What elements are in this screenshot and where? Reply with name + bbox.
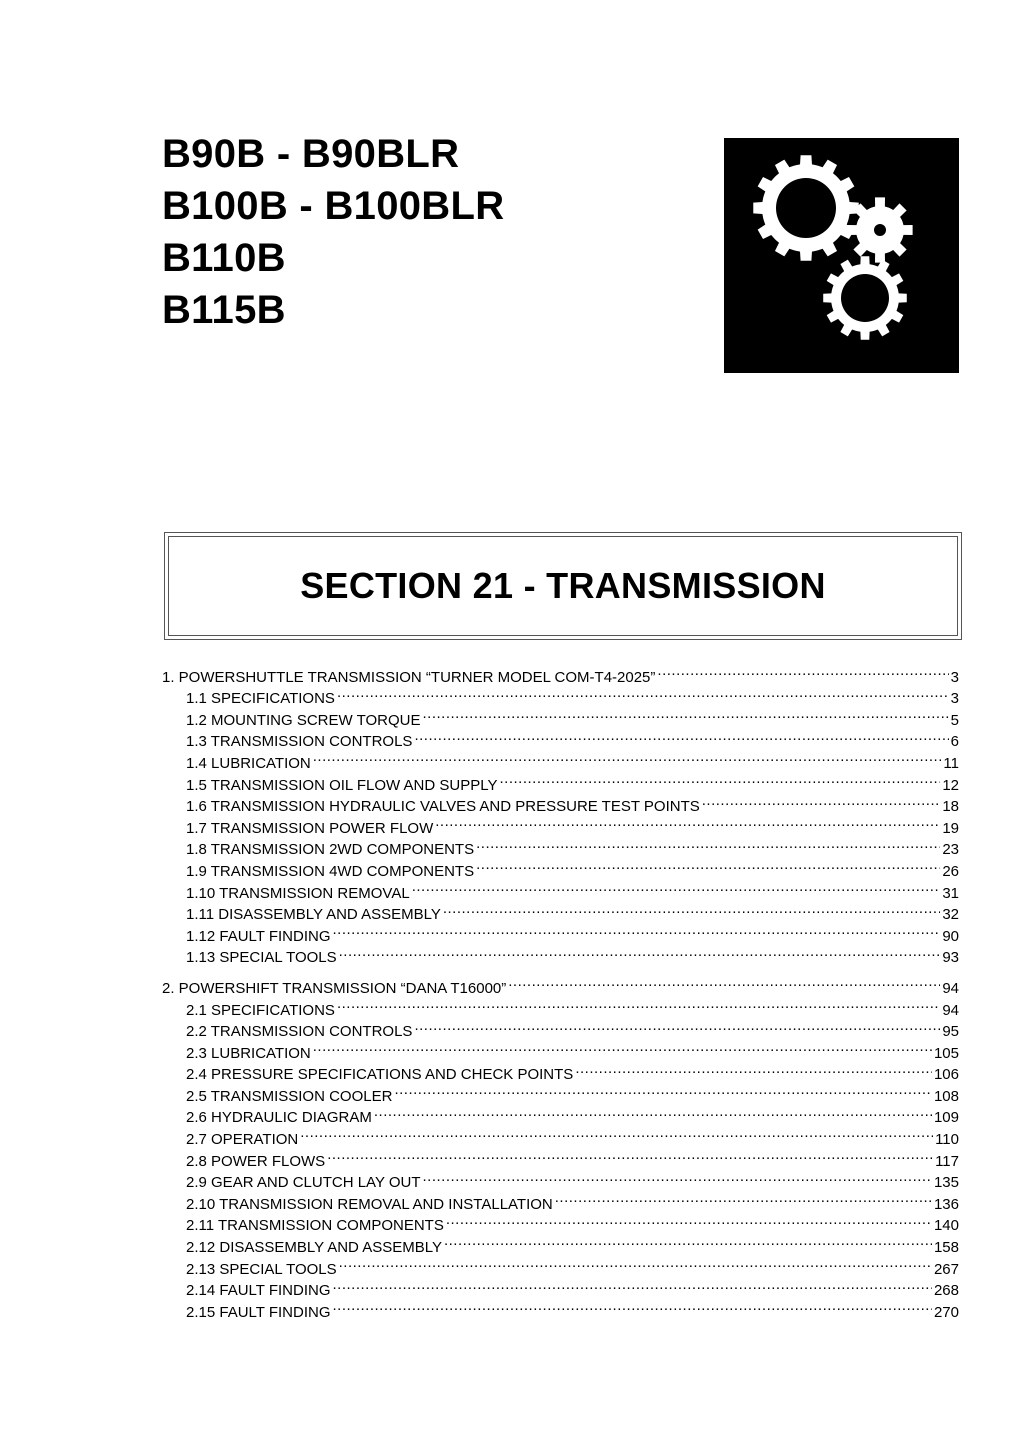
toc-page-number: 90 bbox=[942, 927, 959, 945]
toc-page-number: 105 bbox=[933, 1044, 959, 1062]
section-logo bbox=[724, 138, 959, 373]
toc-entry-title: 1.4 LUBRICATION bbox=[186, 754, 311, 772]
toc-page-number: 267 bbox=[933, 1260, 959, 1278]
toc-page-number: 135 bbox=[933, 1174, 959, 1192]
toc-page-number: 106 bbox=[933, 1066, 959, 1084]
toc-page-number: 158 bbox=[933, 1239, 959, 1257]
toc-page-number: 93 bbox=[942, 949, 959, 967]
toc-entry-title: 2.7 OPERATION bbox=[186, 1131, 299, 1149]
toc-page-number: 110 bbox=[935, 1131, 959, 1149]
toc-entry-title: 2.2 TRANSMISSION CONTROLS bbox=[186, 1023, 413, 1041]
toc-page-number: 140 bbox=[933, 1217, 959, 1235]
toc-page-number: 117 bbox=[935, 1152, 959, 1170]
toc-entry-title: 2.1 SPECIFICATIONS bbox=[186, 1001, 335, 1019]
toc-entry-title: 1.10 TRANSMISSION REMOVAL bbox=[186, 884, 410, 902]
toc-dot-leader bbox=[394, 1079, 932, 1101]
toc-dot-leader bbox=[555, 1187, 932, 1209]
toc-dot-leader bbox=[423, 1166, 932, 1188]
toc-entry-title: 1.12 FAULT FINDING bbox=[186, 927, 331, 945]
toc-page-number: 5 bbox=[950, 711, 959, 729]
toc-entry-title: 2.9 GEAR AND CLUTCH LAY OUT bbox=[186, 1174, 421, 1192]
toc-page-number: 136 bbox=[933, 1195, 959, 1213]
toc-page-number: 94 bbox=[942, 1001, 959, 1019]
toc-dot-leader bbox=[337, 682, 949, 704]
toc-page-number: 6 bbox=[950, 733, 959, 751]
toc-dot-leader bbox=[575, 1058, 932, 1080]
toc-entry-title: 1.8 TRANSMISSION 2WD COMPONENTS bbox=[186, 841, 475, 859]
toc-page-number: 26 bbox=[942, 862, 959, 880]
toc-dot-leader bbox=[313, 1036, 932, 1058]
toc-page-number: 270 bbox=[933, 1303, 959, 1321]
toc-page-number: 31 bbox=[942, 884, 959, 902]
toc-dot-leader bbox=[414, 725, 948, 747]
toc-dot-leader bbox=[414, 1015, 940, 1037]
toc-entry-title: 1.7 TRANSMISSION POWER FLOW bbox=[186, 819, 434, 837]
section-title-frame bbox=[168, 536, 958, 636]
toc-entry-title: 2.14 FAULT FINDING bbox=[186, 1282, 331, 1300]
toc-dot-leader bbox=[333, 1274, 932, 1296]
toc-entry-title: 2.3 LUBRICATION bbox=[186, 1044, 311, 1062]
table-of-contents bbox=[162, 660, 959, 1321]
toc-dot-leader bbox=[499, 768, 940, 790]
toc-dot-leader bbox=[702, 790, 941, 812]
toc-dot-leader bbox=[422, 703, 948, 725]
toc-group bbox=[162, 971, 959, 1321]
toc-dot-leader bbox=[333, 1295, 932, 1317]
toc-page-number: 3 bbox=[950, 690, 959, 708]
medium-gear-icon bbox=[823, 256, 907, 340]
large-gear-icon bbox=[753, 155, 858, 260]
toc-page-number: 95 bbox=[942, 1023, 959, 1041]
toc-dot-leader bbox=[374, 1101, 932, 1123]
toc-page-number: 32 bbox=[942, 906, 959, 924]
toc-entry[interactable] bbox=[162, 660, 959, 686]
toc-dot-leader bbox=[333, 919, 941, 941]
toc-dot-leader bbox=[339, 1252, 932, 1274]
toc-dot-leader bbox=[337, 993, 940, 1015]
toc-entry-title: 2.12 DISASSEMBLY AND ASSEMBLY bbox=[186, 1239, 442, 1257]
toc-entry-title: 2.8 POWER FLOWS bbox=[186, 1152, 326, 1170]
toc-dot-leader bbox=[443, 898, 940, 920]
toc-entry-title: 2.5 TRANSMISSION COOLER bbox=[186, 1087, 393, 1105]
toc-entry-title: 1.1 SPECIFICATIONS bbox=[186, 690, 335, 708]
toc-dot-leader bbox=[313, 746, 942, 768]
toc-entry-title: 1.13 SPECIAL TOOLS bbox=[186, 949, 337, 967]
toc-page-number: 94 bbox=[942, 979, 959, 997]
toc-entry-title: 2. POWERSHIFT TRANSMISSION “DANA T16000” bbox=[162, 979, 507, 997]
toc-page-number: 12 bbox=[942, 776, 959, 794]
toc-entry-title: 1.6 TRANSMISSION HYDRAULIC VALVES AND PRESSURE TEST POINTS bbox=[186, 798, 700, 816]
toc-entry-title: 2.4 PRESSURE SPECIFICATIONS AND CHECK POINTS bbox=[186, 1066, 574, 1084]
toc-page-number: 11 bbox=[943, 754, 959, 772]
toc-dot-leader bbox=[657, 660, 948, 682]
toc-entry-title: 2.6 HYDRAULIC DIAGRAM bbox=[186, 1109, 372, 1127]
toc-entry-title: 2.10 TRANSMISSION REMOVAL AND INSTALLATION bbox=[186, 1195, 553, 1213]
toc-entry-title: 1.11 DISASSEMBLY AND ASSEMBLY bbox=[186, 906, 441, 924]
toc-dot-leader bbox=[476, 854, 940, 876]
toc-dot-leader bbox=[476, 833, 940, 855]
toc-page-number: 109 bbox=[933, 1109, 959, 1127]
toc-entry[interactable] bbox=[162, 971, 959, 997]
toc-entry-title: 2.13 SPECIAL TOOLS bbox=[186, 1260, 337, 1278]
toc-dot-leader bbox=[508, 971, 940, 993]
toc-page-number: 108 bbox=[933, 1087, 959, 1105]
toc-dot-leader bbox=[435, 811, 940, 833]
toc-page-number: 19 bbox=[942, 819, 959, 837]
toc-entry-title: 1.3 TRANSMISSION CONTROLS bbox=[186, 733, 413, 751]
model-line: B115B bbox=[162, 288, 286, 332]
model-line: B110B bbox=[162, 236, 286, 280]
toc-dot-leader bbox=[412, 876, 941, 898]
toc-dot-leader bbox=[444, 1230, 932, 1252]
section-title-box bbox=[164, 532, 962, 640]
model-line: B100B - B100BLR bbox=[162, 184, 505, 228]
section-title: SECTION 21 - TRANSMISSION bbox=[300, 565, 826, 606]
toc-entry-title: 1.9 TRANSMISSION 4WD COMPONENTS bbox=[186, 862, 475, 880]
model-list bbox=[162, 128, 504, 336]
toc-entry-title: 1.2 MOUNTING SCREW TORQUE bbox=[186, 711, 421, 729]
toc-dot-leader bbox=[339, 941, 941, 963]
small-gear-icon bbox=[847, 197, 912, 262]
toc-page-number: 3 bbox=[950, 668, 959, 686]
toc-dot-leader bbox=[300, 1122, 933, 1144]
model-line: B90B - B90BLR bbox=[162, 132, 460, 176]
gears-icon bbox=[724, 138, 959, 373]
toc-entry-title: 1.5 TRANSMISSION OIL FLOW AND SUPPLY bbox=[186, 776, 498, 794]
toc-entry-title: 2.11 TRANSMISSION COMPONENTS bbox=[186, 1217, 444, 1235]
toc-page-number: 23 bbox=[942, 841, 959, 859]
toc-dot-leader bbox=[446, 1209, 932, 1231]
toc-entry-title: 2.15 FAULT FINDING bbox=[186, 1303, 331, 1321]
toc-page-number: 18 bbox=[942, 798, 959, 816]
toc-dot-leader bbox=[327, 1144, 933, 1166]
toc-entry-title: 1. POWERSHUTTLE TRANSMISSION “TURNER MODEL COM-T4-2025” bbox=[162, 668, 656, 686]
toc-page-number: 268 bbox=[933, 1282, 959, 1300]
toc-group bbox=[162, 660, 959, 967]
